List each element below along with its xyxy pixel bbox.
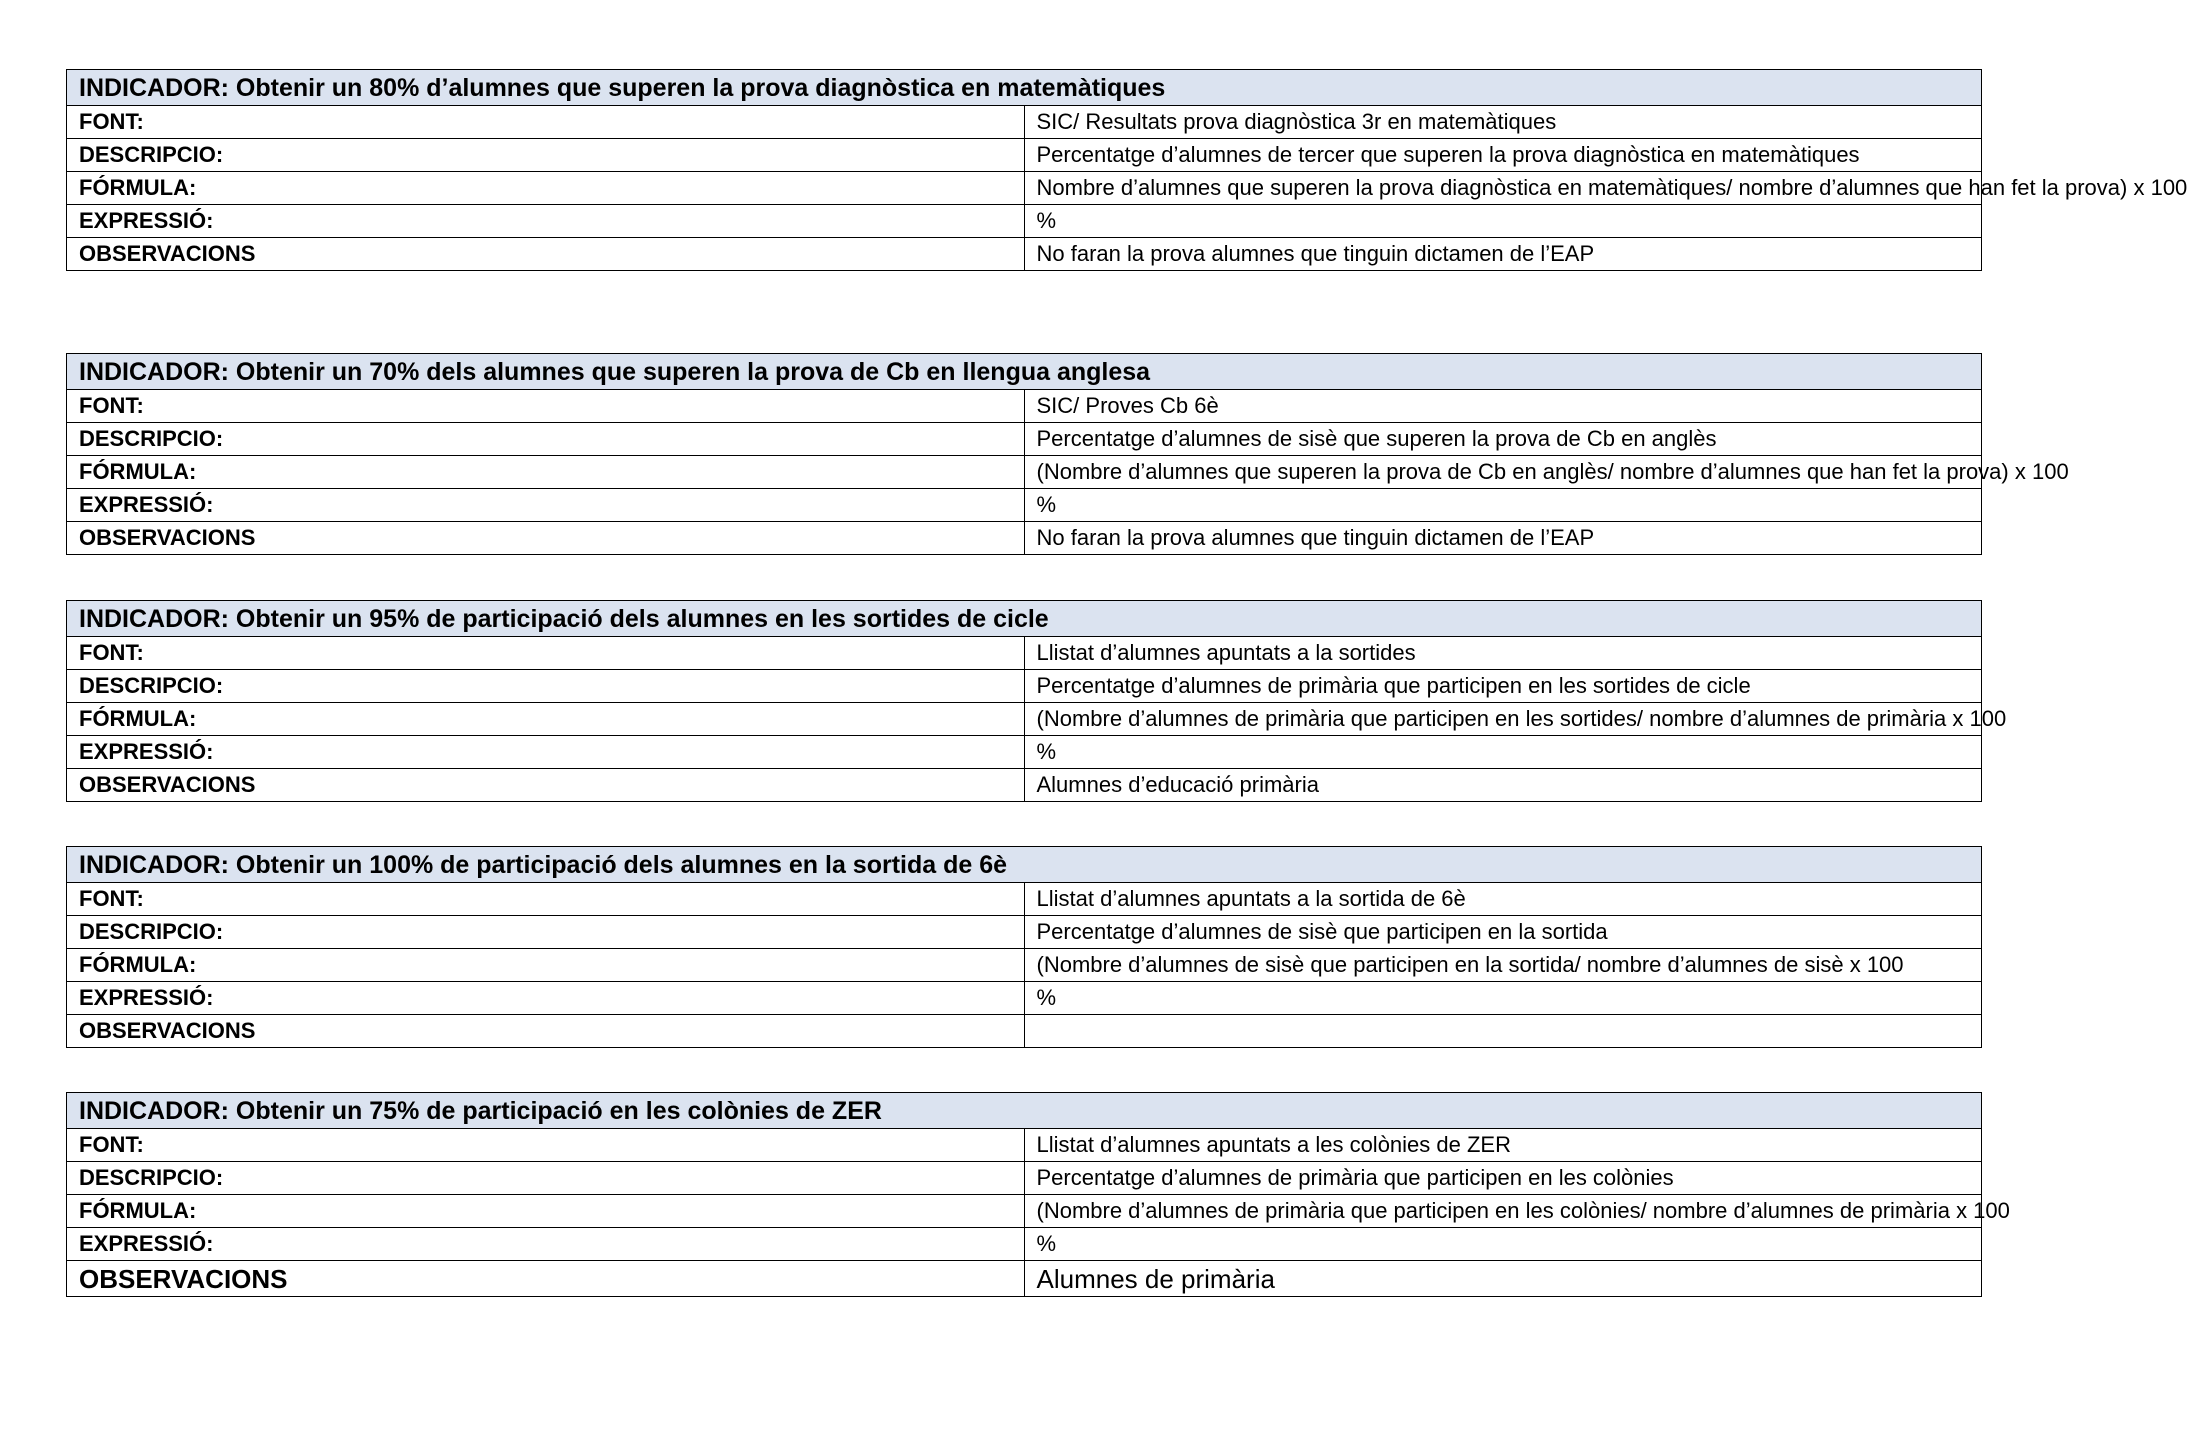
table-row (67, 670, 1982, 703)
table-header-row (67, 847, 1982, 883)
table-row (67, 1015, 1982, 1048)
table-row (67, 456, 1982, 489)
indicator-header: INDICADOR: Obtenir un 100% de participació dels alumnes en la sortida de 6è (67, 847, 1982, 883)
row-value: (Nombre d’alumnes de sisè que participen en la sortida/ nombre d’alumnes de sisè x 100 (1024, 949, 1982, 982)
row-label: DESCRIPCIO: (67, 1162, 1025, 1195)
table-row (67, 390, 1982, 423)
indicator-table-5 (66, 1092, 2010, 1297)
indicator-header: INDICADOR: Obtenir un 75% de participació en les colònies de ZER (67, 1093, 1982, 1129)
row-value: % (1024, 489, 1982, 522)
table-header-row (67, 70, 1982, 106)
row-label: FÓRMULA: (67, 949, 1025, 982)
row-value: Percentatge d’alumnes de tercer que superen la prova diagnòstica en matemàtiques (1024, 139, 1982, 172)
row-label: DESCRIPCIO: (67, 139, 1025, 172)
table-row (67, 522, 1982, 555)
row-label: DESCRIPCIO: (67, 670, 1025, 703)
table-row (67, 637, 1982, 670)
row-label: EXPRESSIÓ: (67, 736, 1025, 769)
table-row (67, 1129, 1982, 1162)
row-value: Alumnes d’educació primària (1024, 769, 1982, 802)
row-value: Percentatge d’alumnes de sisè que superen la prova de Cb en anglès (1024, 423, 1982, 456)
table-row (67, 205, 1982, 238)
row-value: % (1024, 205, 1982, 238)
row-label: FONT: (67, 637, 1025, 670)
row-label: FÓRMULA: (67, 172, 1025, 205)
table-row (67, 1261, 1982, 1297)
table-row (67, 1228, 1982, 1261)
indicator-header: INDICADOR: Obtenir un 70% dels alumnes que superen la prova de Cb en llengua anglesa (67, 354, 1982, 390)
indicator-table-1 (66, 69, 2187, 271)
row-value: Percentatge d’alumnes de primària que participen en les colònies (1024, 1162, 1982, 1195)
row-value: SIC/ Resultats prova diagnòstica 3r en matemàtiques (1024, 106, 1982, 139)
table-row (67, 703, 1982, 736)
row-value: (Nombre d’alumnes de primària que participen en les sortides/ nombre d’alumnes de primària x 100 (1024, 703, 1982, 736)
row-value: % (1024, 1228, 1982, 1261)
row-label: EXPRESSIÓ: (67, 1228, 1025, 1261)
row-value: Llistat d’alumnes apuntats a les colònies de ZER (1024, 1129, 1982, 1162)
row-label: FÓRMULA: (67, 1195, 1025, 1228)
row-label: FONT: (67, 883, 1025, 916)
row-value: (Nombre d’alumnes de primària que participen en les colònies/ nombre d’alumnes de primària x 100 (1024, 1195, 1982, 1228)
table-row (67, 982, 1982, 1015)
row-label: OBSERVACIONS (67, 522, 1025, 555)
table-row (67, 769, 1982, 802)
row-value: Alumnes de primària (1024, 1261, 1982, 1297)
indicator-header: INDICADOR: Obtenir un 95% de participació dels alumnes en les sortides de cicle (67, 601, 1982, 637)
row-label: EXPRESSIÓ: (67, 489, 1025, 522)
table-row (67, 423, 1982, 456)
indicator-table-2 (66, 353, 2069, 555)
row-label: OBSERVACIONS (67, 238, 1025, 271)
table-row (67, 1195, 1982, 1228)
table-row (67, 172, 1982, 205)
table-row (67, 736, 1982, 769)
indicator-header: INDICADOR: Obtenir un 80% d’alumnes que superen la prova diagnòstica en matemàtiques (67, 70, 1982, 106)
row-label: OBSERVACIONS (67, 1261, 1025, 1297)
indicator-table-3 (66, 600, 2007, 802)
table-row (67, 1162, 1982, 1195)
row-value: Nombre d’alumnes que superen la prova diagnòstica en matemàtiques/ nombre d’alumnes que han fet la prova) x 100 (1024, 172, 1982, 205)
row-value: Llistat d’alumnes apuntats a la sortides (1024, 637, 1982, 670)
row-value: (Nombre d’alumnes que superen la prova de Cb en anglès/ nombre d’alumnes que han fet la prova) x 100 (1024, 456, 1982, 489)
row-value: Percentatge d’alumnes de primària que participen en les sortides de cicle (1024, 670, 1982, 703)
table-header-row (67, 1093, 1982, 1129)
row-label: FONT: (67, 390, 1025, 423)
table-header-row (67, 354, 1982, 390)
row-value: No faran la prova alumnes que tinguin dictamen de l’EAP (1024, 522, 1982, 555)
row-label: FÓRMULA: (67, 456, 1025, 489)
row-label: DESCRIPCIO: (67, 423, 1025, 456)
table-row (67, 489, 1982, 522)
row-label: OBSERVACIONS (67, 1015, 1025, 1048)
row-value: Llistat d’alumnes apuntats a la sortida de 6è (1024, 883, 1982, 916)
row-value: % (1024, 982, 1982, 1015)
table-row (67, 238, 1982, 271)
row-label: FONT: (67, 106, 1025, 139)
table-header-row (67, 601, 1982, 637)
row-label: OBSERVACIONS (67, 769, 1025, 802)
table-row (67, 139, 1982, 172)
row-label: FONT: (67, 1129, 1025, 1162)
row-value: No faran la prova alumnes que tinguin dictamen de l’EAP (1024, 238, 1982, 271)
row-value: Percentatge d’alumnes de sisè que participen en la sortida (1024, 916, 1982, 949)
row-label: EXPRESSIÓ: (67, 205, 1025, 238)
row-value: % (1024, 736, 1982, 769)
table-row (67, 883, 1982, 916)
row-label: FÓRMULA: (67, 703, 1025, 736)
table-row (67, 106, 1982, 139)
indicator-table-4 (66, 846, 1982, 1048)
table-row (67, 949, 1982, 982)
row-value (1024, 1015, 1982, 1048)
row-value: SIC/ Proves Cb 6è (1024, 390, 1982, 423)
table-row (67, 916, 1982, 949)
row-label: EXPRESSIÓ: (67, 982, 1025, 1015)
row-label: DESCRIPCIO: (67, 916, 1025, 949)
